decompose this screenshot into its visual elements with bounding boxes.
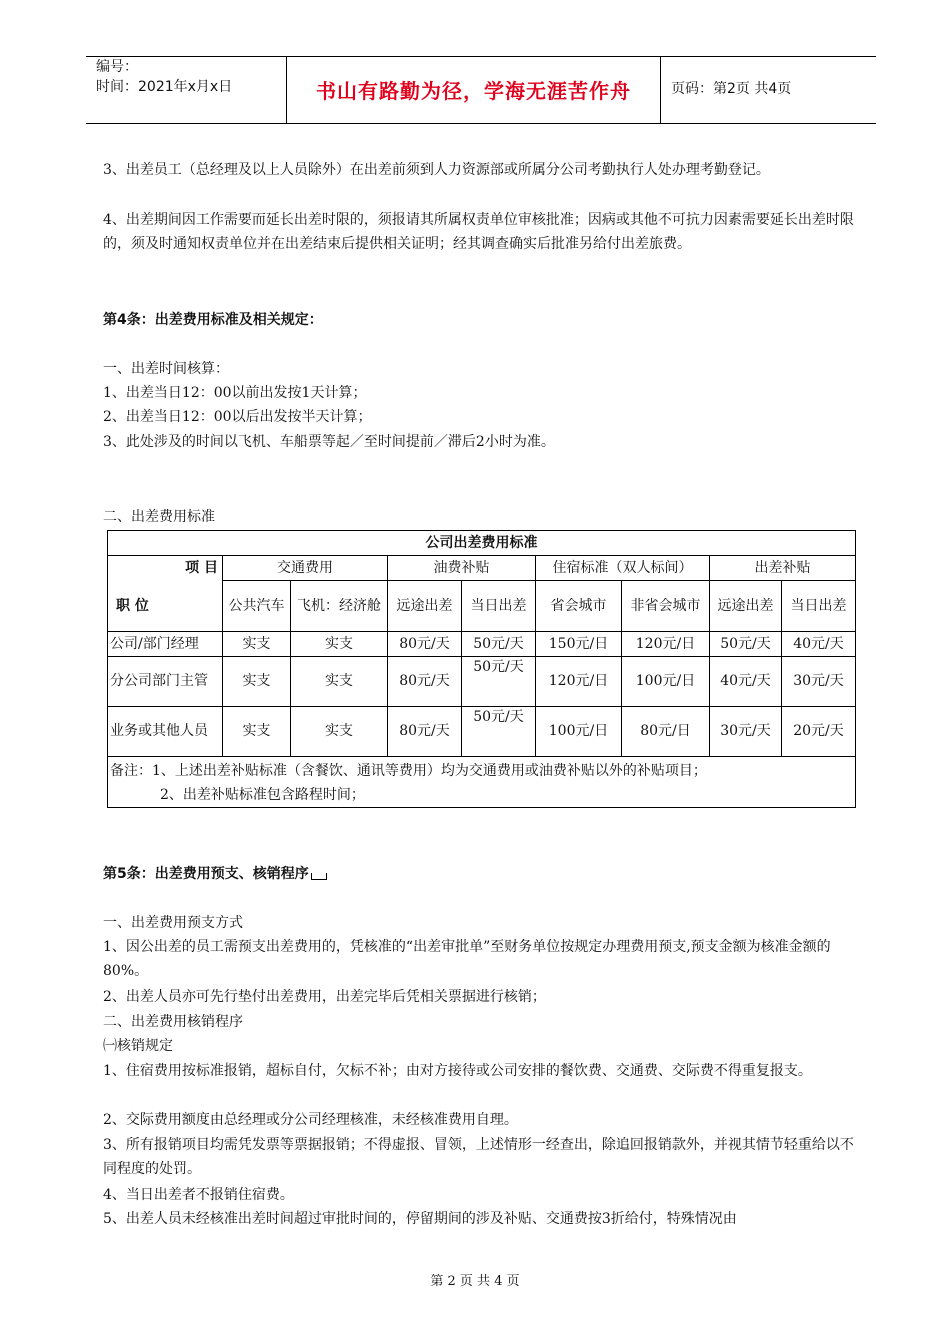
table-cell: 50元/天 xyxy=(710,632,782,657)
table-cell: 实支 xyxy=(223,632,291,657)
table-cell: 120元/日 xyxy=(536,657,622,707)
table-cell: 80元/天 xyxy=(388,632,462,657)
table-cell: 实支 xyxy=(223,707,291,757)
time-calc-item: 2、出差当日12：00以后出发按半天计算； xyxy=(103,409,372,425)
table-cell: 实支 xyxy=(223,657,291,707)
table-caption: 公司出差费用标准 xyxy=(108,531,856,556)
table-cell: 50元/天 xyxy=(462,707,536,757)
subheader-cell: 公共汽车 xyxy=(223,581,291,632)
advance-item: 2、出差人员亦可先行垫付出差费用，出差完毕后凭相关票据进行核销； xyxy=(103,989,546,1005)
article-5-title xyxy=(103,862,863,886)
group-header-fuel: 油费补贴 xyxy=(388,556,536,581)
expense-standard-table xyxy=(107,530,856,808)
expense-standard-heading: 二、出差费用标准 xyxy=(103,509,215,525)
group-header-lodging: 住宿标准（双人标间） xyxy=(536,556,710,581)
table-cell: 100元/日 xyxy=(622,657,710,707)
intro-item-3: 3、出差员工（总经理及以上人员除外）在出差前须到人力资源部或所属分公司考勤执行人处办理考勤登记。 xyxy=(103,162,770,178)
header-motto: 书山有路勤为径，学海无涯苦作舟 xyxy=(286,56,661,123)
position-cell: 业务或其他人员 xyxy=(108,707,223,757)
table-cell: 实支 xyxy=(291,657,388,707)
group-header-transport: 交通费用 xyxy=(223,556,388,581)
table-cell: 80元/天 xyxy=(388,657,462,707)
edit-mark-icon xyxy=(311,873,327,880)
intro-item-4: 4、出差期间因工作需要而延长出差时限的，须报请其所属权责单位审核批准；因病或其他不可抗力因素需要延长出差时限的，须及时通知权责单位并在出差结束后提供相关证明；经其调查确实后批准另给付出差旅费。 xyxy=(103,212,854,252)
table-row xyxy=(108,707,856,757)
subheader-cell: 省会城市 xyxy=(536,581,622,632)
table-cell: 120元/日 xyxy=(622,632,710,657)
subheader-cell: 非省会城市 xyxy=(622,581,710,632)
table-note-1: 备注：1、上述出差补贴标准（含餐饮、通讯等费用）均为交通费用或油费补贴以外的补贴项目； xyxy=(110,763,707,779)
table-cell: 40元/天 xyxy=(710,657,782,707)
time-calc-item: 3、此处涉及的时间以飞机、车船票等起／至时间提前／滞后2小时为准。 xyxy=(103,434,555,450)
article-5-title-text: 第5条：出差费用预支、核销程序 xyxy=(103,866,309,882)
advance-item: 1、因公出差的员工需预支出差费用的，凭核准的“出差审批单”至财务单位按规定办理费用预支,预支金额为核准金额的80%。 xyxy=(103,939,831,979)
table-cell: 50元/天 xyxy=(462,657,536,707)
doc-time-label: 时间：2021年x月x日 xyxy=(96,79,233,95)
table-cell: 100元/日 xyxy=(536,707,622,757)
table-cell: 80元/日 xyxy=(622,707,710,757)
rule-item: 4、当日出差者不报销住宿费。 xyxy=(103,1187,294,1203)
page-footer: 第 2 页 共 4 页 xyxy=(430,1274,520,1289)
corner-position-label: 职 位 xyxy=(116,598,149,614)
table-corner-cell xyxy=(108,556,223,632)
table-cell: 实支 xyxy=(291,632,388,657)
time-calc-heading: 一、出差时间核算： xyxy=(103,361,229,377)
table-notes xyxy=(108,757,856,808)
rule-item: 2、交际费用额度由总经理或分公司经理核准，未经核准费用自理。 xyxy=(103,1112,518,1128)
group-header-allowance: 出差补贴 xyxy=(710,556,856,581)
table-cell: 实支 xyxy=(291,707,388,757)
table-cell: 150元/日 xyxy=(536,632,622,657)
rule-item: 1、住宿费用按标准报销，超标自付，欠标不补；由对方接待或公司安排的餐饮费、交通费、交际费不得重复报支。 xyxy=(103,1063,812,1079)
time-calc-item: 1、出差当日12：00以前出发按1天计算； xyxy=(103,385,367,401)
writeoff-heading: 二、出差费用核销程序 xyxy=(103,1014,243,1030)
header-meta xyxy=(96,57,232,97)
subheader-cell: 远途出差 xyxy=(388,581,462,632)
rules-heading: ㈠核销规定 xyxy=(103,1038,173,1054)
table-cell: 20元/天 xyxy=(782,707,856,757)
position-cell: 分公司部门主管 xyxy=(108,657,223,707)
header-page-label: 页码：第2页 共4页 xyxy=(671,81,792,97)
table-cell: 50元/天 xyxy=(462,632,536,657)
table-cell: 80元/天 xyxy=(388,707,462,757)
subheader-cell: 飞机：经济舱 xyxy=(291,581,388,632)
position-cell: 公司/部门经理 xyxy=(108,632,223,657)
corner-item-label: 项 目 xyxy=(185,560,218,576)
subheader-cell: 当日出差 xyxy=(782,581,856,632)
table-note-2: 2、出差补贴标准包含路程时间； xyxy=(160,787,365,803)
table-cell: 30元/天 xyxy=(710,707,782,757)
subheader-cell: 当日出差 xyxy=(462,581,536,632)
doc-number-label: 编号： xyxy=(96,59,138,75)
rule-item: 3、所有报销项目均需凭发票等票据报销；不得虚报、冒领，上述情形一经查出，除追回报销款外，并视其情节轻重给以不同程度的处罚。 xyxy=(103,1137,854,1177)
table-cell: 30元/天 xyxy=(782,657,856,707)
table-cell: 40元/天 xyxy=(782,632,856,657)
table-row xyxy=(108,632,856,657)
table-row xyxy=(108,657,856,707)
article-4-title: 第4条：出差费用标准及相关规定： xyxy=(103,312,323,328)
header-bottom-rule xyxy=(86,123,876,124)
advance-heading: 一、出差费用预支方式 xyxy=(103,915,243,931)
rule-item: 5、出差人员未经核准出差时间超过审批时间的，停留期间的涉及补贴、交通费按3折给付，特殊情况由 xyxy=(103,1211,737,1227)
subheader-cell: 远途出差 xyxy=(710,581,782,632)
